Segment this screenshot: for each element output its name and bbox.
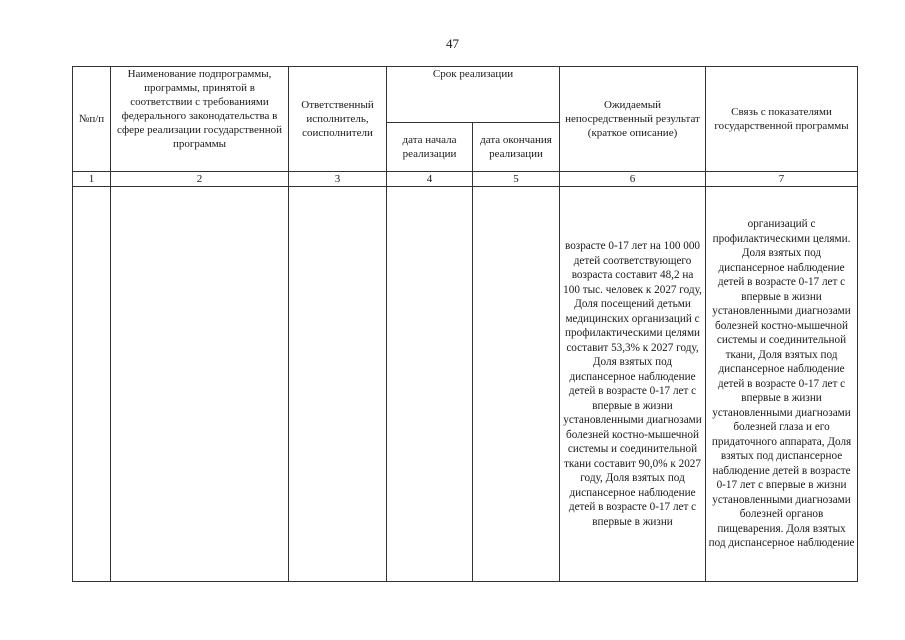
header-subprogram-name: Наименование подпрограммы, программы, принятой в соответствии с требованиями федерального законодательства в сфере реализации государственной программы: [111, 67, 289, 172]
column-number: 7: [706, 172, 858, 187]
column-number: 2: [111, 172, 289, 187]
header-number: №п/п: [73, 67, 111, 172]
header-start-date: дата начала реализации: [387, 123, 473, 172]
page-number: 47: [446, 36, 459, 51]
column-number: 4: [387, 172, 473, 187]
column-number: 1: [73, 172, 111, 187]
column-number: 3: [289, 172, 387, 187]
header-executor: Ответственный исполнитель, соисполнители: [289, 67, 387, 172]
cell-number: [73, 187, 111, 582]
cell-indicator-link: [706, 187, 858, 582]
column-number: 6: [560, 172, 706, 187]
header-expected-result: Ожидаемый непосредственный результат (краткое описание): [560, 67, 706, 172]
header-period: Срок реализации: [387, 67, 560, 123]
column-number: 5: [473, 172, 560, 187]
cell-subprogram-name: [111, 187, 289, 582]
cell-executor: [289, 187, 387, 582]
cell-end-date: [473, 187, 560, 582]
program-table: [72, 66, 858, 582]
indicator-link-text: организаций с профилактическими целями. Доля взятых под диспансерное наблюдение детей в возрасте 0-17 лет с впервые в жизни установленными диагнозами болезней костно-мышечной системы и соединительной ткани, Доля взятых под диспансерное наблюдение детей в возрасте 0-17 лет с впервые в жизни установленными диагнозами болезней глаза и его придаточного аппарата, Доля взятых под диспансерное наблюдение детей в возрасте 0-17 лет с впервые в жизни установленными диагнозами болезней органов пищеварения. Доля взятых под диспансерное наблюдение: [708, 218, 855, 550]
header-indicator-link: Связь с показателями государственной программы: [706, 67, 858, 172]
header-end-date: дата окончания реализации: [473, 123, 560, 172]
expected-result-text: возрасте 0-17 лет на 100 000 детей соответствующего возраста составит 48,2 на 100 тыс. человек к 2027 году, Доля посещений детьми медицинских организаций с профилактическими целями составит 53,3% к 2027 году, Доля взятых под диспансерное наблюдение детей в возрасте 0-17 лет с впервые в жизни установленными диагнозами болезней костно-мышечной системы и соединительной ткани составит 90,0% к 2027 году, Доля взятых под диспансерное наблюдение детей в возрасте 0-17 лет с впервые в жизни: [563, 240, 702, 528]
cell-expected-result: [560, 187, 706, 582]
header-row-top: [73, 67, 858, 123]
column-number-row: [73, 172, 858, 187]
table-row: [73, 187, 858, 582]
cell-start-date: [387, 187, 473, 582]
